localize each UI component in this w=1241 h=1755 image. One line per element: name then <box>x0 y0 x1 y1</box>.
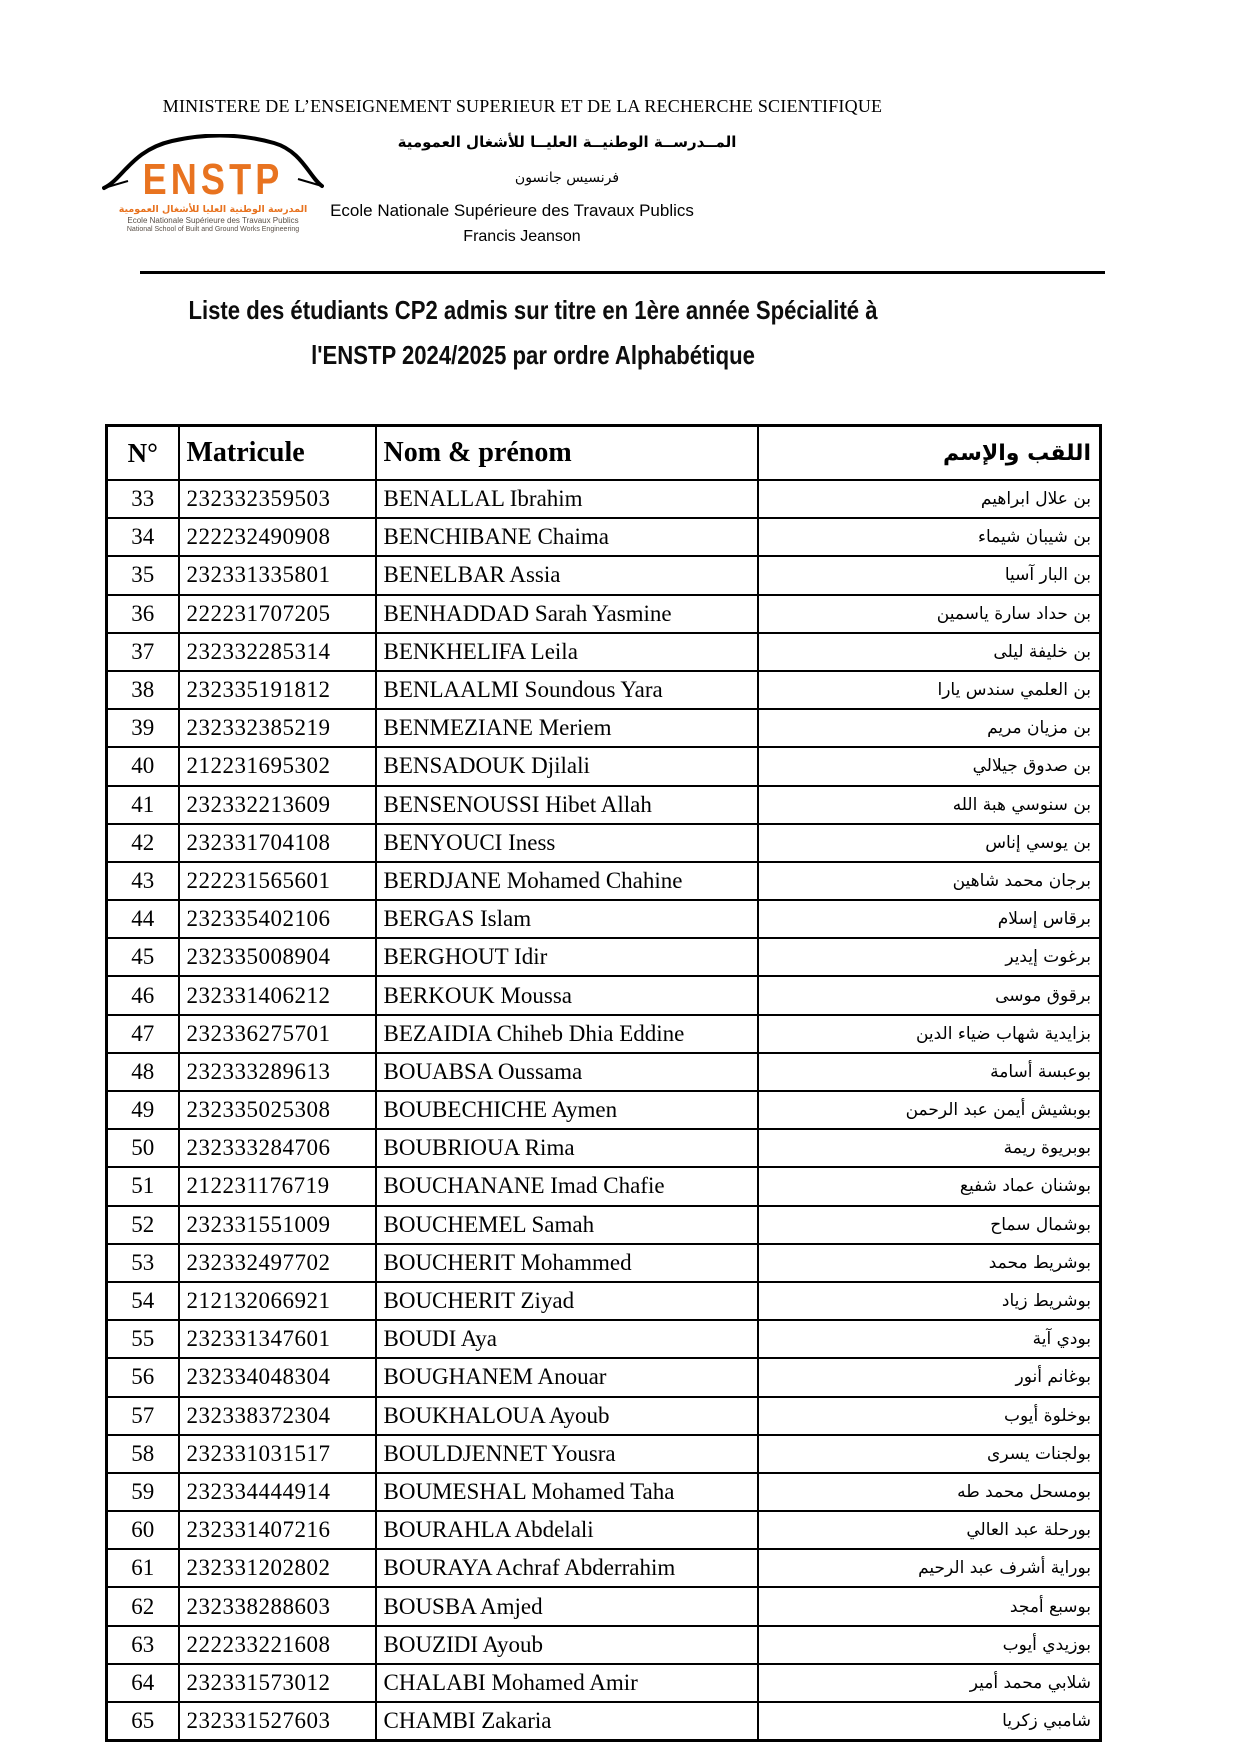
table-row <box>107 518 1101 556</box>
cell-arabic-name: بن البار آسيا <box>758 556 1101 594</box>
cell-matricule: 232335008904 <box>179 938 376 976</box>
cell-matricule: 232331202802 <box>179 1549 376 1587</box>
table-row <box>107 1664 1101 1702</box>
cell-name: BOUMESHAL Mohamed Taha <box>376 1473 758 1511</box>
cell-name: BOUABSA Oussama <box>376 1053 758 1091</box>
cell-name: BOULDJENNET Yousra <box>376 1435 758 1473</box>
cell-matricule: 232333289613 <box>179 1053 376 1091</box>
cell-name: BENSADOUK Djilali <box>376 747 758 785</box>
cell-matricule: 222233221608 <box>179 1626 376 1664</box>
cell-matricule: 232338288603 <box>179 1587 376 1625</box>
cell-arabic-name: شلابي محمد أمير <box>758 1664 1101 1702</box>
cell-matricule: 222232490908 <box>179 518 376 556</box>
cell-matricule: 232332213609 <box>179 786 376 824</box>
cell-name: BOURAHLA Abdelali <box>376 1511 758 1549</box>
table-row <box>107 976 1101 1014</box>
cell-num: 65 <box>107 1702 179 1741</box>
cell-num: 55 <box>107 1320 179 1358</box>
cell-arabic-name: بورحلة عبد العالي <box>758 1511 1101 1549</box>
cell-arabic-name: بن حداد سارة ياسمين <box>758 595 1101 633</box>
cell-matricule: 232331573012 <box>179 1664 376 1702</box>
cell-matricule: 232332285314 <box>179 633 376 671</box>
patron-name-french: Francis Jeanson <box>463 228 581 245</box>
cell-num: 56 <box>107 1358 179 1396</box>
cell-matricule: 232338372304 <box>179 1397 376 1435</box>
col-header-num: N° <box>107 426 179 481</box>
table-row <box>107 1129 1101 1167</box>
cell-name: BOUCHANANE Imad Chafie <box>376 1167 758 1205</box>
cell-name: BENALLAL Ibrahim <box>376 480 758 518</box>
logo-arabic-caption: المدرسة الوطنية العليا للأشغال العمومية <box>118 204 308 215</box>
table-row <box>107 824 1101 862</box>
cell-matricule: 232331347601 <box>179 1320 376 1358</box>
cell-num: 62 <box>107 1587 179 1625</box>
cell-name: BOUBRIOUA Rima <box>376 1129 758 1167</box>
cell-arabic-name: بن سنوسي هبة الله <box>758 786 1101 824</box>
cell-name: BERGHOUT Idir <box>376 938 758 976</box>
table-row <box>107 747 1101 785</box>
table-row <box>107 1549 1101 1587</box>
cell-num: 48 <box>107 1053 179 1091</box>
cell-name: BERKOUK Moussa <box>376 976 758 1014</box>
table-row <box>107 1511 1101 1549</box>
cell-num: 35 <box>107 556 179 594</box>
cell-arabic-name: بن شيبان شيماء <box>758 518 1101 556</box>
cell-num: 40 <box>107 747 179 785</box>
cell-name: BENKHELIFA Leila <box>376 633 758 671</box>
cell-arabic-name: بوزيدي أيوب <box>758 1626 1101 1664</box>
cell-arabic-name: بوبشيش أيمن عبد الرحمن <box>758 1091 1101 1129</box>
cell-num: 36 <box>107 595 179 633</box>
cell-matricule: 232331031517 <box>179 1435 376 1473</box>
cell-matricule: 232331527603 <box>179 1702 376 1741</box>
cell-name: CHALABI Mohamed Amir <box>376 1664 758 1702</box>
cell-num: 53 <box>107 1244 179 1282</box>
cell-matricule: 212231695302 <box>179 747 376 785</box>
cell-arabic-name: بوعبسة أسامة <box>758 1053 1101 1091</box>
cell-num: 34 <box>107 518 179 556</box>
cell-num: 52 <box>107 1206 179 1244</box>
cell-name: BOUSBA Amjed <box>376 1587 758 1625</box>
cell-arabic-name: بوشريط زياد <box>758 1282 1101 1320</box>
patron-name-arabic: فرنسيس جانسون <box>514 170 620 186</box>
ministry-title: MINISTERE DE L’ENSEIGNEMENT SUPERIEUR ET DE LA RECHERCHE SCIENTIFIQUE <box>162 96 883 116</box>
header-row <box>107 426 1101 481</box>
table-row <box>107 1206 1101 1244</box>
cell-num: 39 <box>107 709 179 747</box>
header-divider <box>140 271 1105 274</box>
cell-name: BOUCHERIT Ziyad <box>376 1282 758 1320</box>
cell-num: 45 <box>107 938 179 976</box>
table-row <box>107 671 1101 709</box>
cell-num: 59 <box>107 1473 179 1511</box>
students-table-body <box>107 480 1101 1741</box>
table-row <box>107 709 1101 747</box>
cell-name: BOUZIDI Ayoub <box>376 1626 758 1664</box>
cell-name: BENELBAR Assia <box>376 556 758 594</box>
cell-matricule: 232331407216 <box>179 1511 376 1549</box>
table-row <box>107 480 1101 518</box>
cell-name: BOUKHALOUA Ayoub <box>376 1397 758 1435</box>
cell-name: BOUCHERIT Mohammed <box>376 1244 758 1282</box>
page-title-line2: l'ENSTP 2024/2025 par ordre Alphabétique <box>311 340 755 370</box>
cell-num: 57 <box>107 1397 179 1435</box>
cell-matricule: 232331704108 <box>179 824 376 862</box>
cell-arabic-name: بن خليفة ليلى <box>758 633 1101 671</box>
cell-arabic-name: بن علال ابراهيم <box>758 480 1101 518</box>
table-row <box>107 786 1101 824</box>
cell-matricule: 232332359503 <box>179 480 376 518</box>
cell-num: 50 <box>107 1129 179 1167</box>
cell-name: BOURAYA Achraf Abderrahim <box>376 1549 758 1587</box>
table-row <box>107 1091 1101 1129</box>
logo-acronym: ENSTP <box>142 155 284 204</box>
cell-num: 61 <box>107 1549 179 1587</box>
cell-arabic-name: برقوق موسى <box>758 976 1101 1014</box>
table-row <box>107 1358 1101 1396</box>
cell-matricule: 232331406212 <box>179 976 376 1014</box>
table-row <box>107 633 1101 671</box>
table-row <box>107 1015 1101 1053</box>
cell-num: 37 <box>107 633 179 671</box>
cell-matricule: 212231176719 <box>179 1167 376 1205</box>
cell-matricule: 232334048304 <box>179 1358 376 1396</box>
table-row <box>107 900 1101 938</box>
cell-name: BEZAIDIA Chiheb Dhia Eddine <box>376 1015 758 1053</box>
cell-num: 43 <box>107 862 179 900</box>
students-table-header <box>107 426 1101 481</box>
cell-num: 38 <box>107 671 179 709</box>
cell-arabic-name: برجان محمد شاهين <box>758 862 1101 900</box>
table-row <box>107 1435 1101 1473</box>
table-row <box>107 1587 1101 1625</box>
cell-matricule: 222231707205 <box>179 595 376 633</box>
cell-arabic-name: بوبريوة ريمة <box>758 1129 1101 1167</box>
cell-num: 51 <box>107 1167 179 1205</box>
cell-num: 47 <box>107 1015 179 1053</box>
cell-num: 44 <box>107 900 179 938</box>
cell-name: BERGAS Islam <box>376 900 758 938</box>
cell-num: 60 <box>107 1511 179 1549</box>
cell-matricule: 232332497702 <box>179 1244 376 1282</box>
cell-name: BENSENOUSSI Hibet Allah <box>376 786 758 824</box>
logo-french-caption: Ecole Nationale Supérieure des Travaux Publics <box>127 216 299 225</box>
table-row <box>107 1282 1101 1320</box>
cell-matricule: 212132066921 <box>179 1282 376 1320</box>
cell-num: 54 <box>107 1282 179 1320</box>
school-name-french: Ecole Nationale Supérieure des Travaux Publics <box>330 201 694 220</box>
cell-matricule: 232334444914 <box>179 1473 376 1511</box>
cell-matricule: 232335191812 <box>179 671 376 709</box>
table-row <box>107 1244 1101 1282</box>
cell-name: BENHADDAD Sarah Yasmine <box>376 595 758 633</box>
cell-name: BOUBECHICHE Aymen <box>376 1091 758 1129</box>
table-row <box>107 1626 1101 1664</box>
page-title-line1: Liste des étudiants CP2 admis sur titre en 1ère année Spécialité à <box>188 295 878 325</box>
cell-arabic-name: بن مزيان مريم <box>758 709 1101 747</box>
table-row <box>107 1702 1101 1741</box>
cell-num: 49 <box>107 1091 179 1129</box>
cell-matricule: 232331335801 <box>179 556 376 594</box>
page-title <box>0 288 1066 378</box>
col-header-name: Nom & prénom <box>376 426 758 481</box>
col-header-matricule: Matricule <box>179 426 376 481</box>
cell-matricule: 222231565601 <box>179 862 376 900</box>
cell-name: CHAMBI Zakaria <box>376 1702 758 1741</box>
table-row <box>107 1167 1101 1205</box>
cell-arabic-name: بزايدية شهاب ضياء الدين <box>758 1015 1101 1053</box>
cell-arabic-name: بن صدوق جيلالي <box>758 747 1101 785</box>
table-row <box>107 595 1101 633</box>
cell-arabic-name: بومسحل محمد طه <box>758 1473 1101 1511</box>
table-row <box>107 1397 1101 1435</box>
cell-arabic-name: بوشنان عماد شفيع <box>758 1167 1101 1205</box>
cell-num: 33 <box>107 480 179 518</box>
cell-name: BOUDI Aya <box>376 1320 758 1358</box>
cell-arabic-name: بودي آية <box>758 1320 1101 1358</box>
cell-num: 63 <box>107 1626 179 1664</box>
cell-arabic-name: بن يوسي إناس <box>758 824 1101 862</box>
cell-matricule: 232336275701 <box>179 1015 376 1053</box>
cell-arabic-name: بوراية أشرف عبد الرحيم <box>758 1549 1101 1587</box>
cell-num: 64 <box>107 1664 179 1702</box>
cell-name: BENCHIBANE Chaima <box>376 518 758 556</box>
col-header-arabic-name: اللقب والإسم <box>758 426 1101 481</box>
cell-num: 58 <box>107 1435 179 1473</box>
cell-matricule: 232335025308 <box>179 1091 376 1129</box>
cell-name: BERDJANE Mohamed Chahine <box>376 862 758 900</box>
students-table <box>105 424 1102 1742</box>
cell-arabic-name: بوغانم أنور <box>758 1358 1101 1396</box>
cell-num: 41 <box>107 786 179 824</box>
cell-name: BOUCHEMEL Samah <box>376 1206 758 1244</box>
cell-matricule: 232332385219 <box>179 709 376 747</box>
cell-arabic-name: بن العلمي سندس يارا <box>758 671 1101 709</box>
cell-num: 46 <box>107 976 179 1014</box>
cell-arabic-name: برقاس إسلام <box>758 900 1101 938</box>
cell-matricule: 232333284706 <box>179 1129 376 1167</box>
cell-arabic-name: برغوت إيدير <box>758 938 1101 976</box>
table-row <box>107 1053 1101 1091</box>
cell-name: BOUGHANEM Anouar <box>376 1358 758 1396</box>
cell-name: BENYOUCI Iness <box>376 824 758 862</box>
cell-matricule: 232331551009 <box>179 1206 376 1244</box>
logo-english-caption: National School of Built and Ground Works Engineering <box>126 226 300 233</box>
cell-arabic-name: بوشريط محمد <box>758 1244 1101 1282</box>
school-name-arabic: المــدرســة الوطنيــة العليــا للأشغال العمومية <box>397 133 737 151</box>
cell-num: 42 <box>107 824 179 862</box>
cell-arabic-name: بوخلوة أيوب <box>758 1397 1101 1435</box>
table-row <box>107 1320 1101 1358</box>
cell-arabic-name: بوشمال سماح <box>758 1206 1101 1244</box>
table-row <box>107 1473 1101 1511</box>
table-row <box>107 938 1101 976</box>
cell-arabic-name: بوسبع أمجد <box>758 1587 1101 1625</box>
cell-name: BENMEZIANE Meriem <box>376 709 758 747</box>
table-row <box>107 862 1101 900</box>
table-row <box>107 556 1101 594</box>
cell-arabic-name: شامبي زكريا <box>758 1702 1101 1741</box>
cell-arabic-name: بولجنات يسرى <box>758 1435 1101 1473</box>
cell-matricule: 232335402106 <box>179 900 376 938</box>
cell-name: BENLAALMI Soundous Yara <box>376 671 758 709</box>
